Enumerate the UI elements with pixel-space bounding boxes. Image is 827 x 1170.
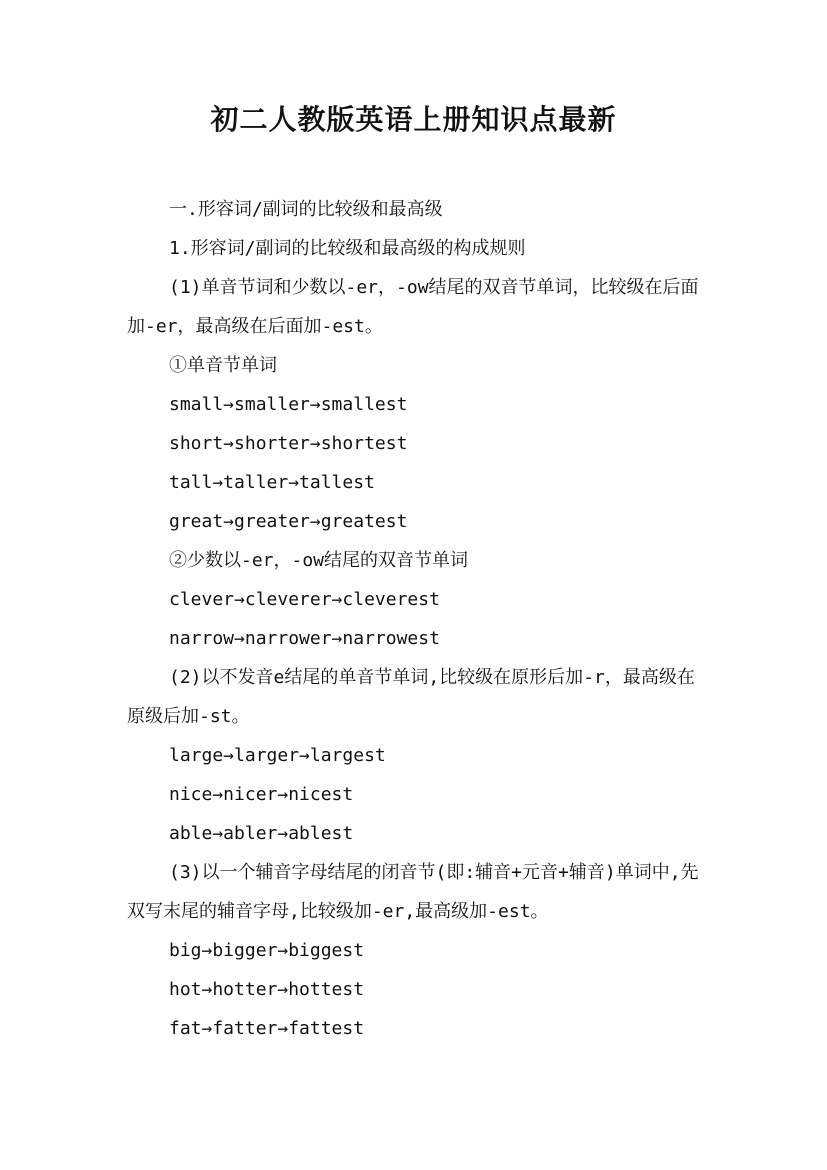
example-line: narrow→narrower→narrowest	[169, 628, 440, 649]
rule-paragraph-2: (2)以不发音e结尾的单音节单词,比较级在原形后加-r，最高级在原级后加-st。	[127, 667, 695, 727]
rule-subheading-2: ②少数以-er，-ow结尾的双音节单词	[169, 550, 469, 571]
document-body	[127, 190, 707, 1048]
example-line: hot→hotter→hottest	[169, 979, 365, 1000]
rule-subheading-1: ①单音节单词	[169, 355, 277, 376]
section-heading: 一.形容词/副词的比较级和最高级	[169, 199, 443, 220]
example-line: short→shorter→shortest	[169, 433, 408, 454]
example-line: fat→fatter→fattest	[169, 1018, 365, 1039]
rule-paragraph-1: (1)单音节词和少数以-er，-ow结尾的双音节单词，比较级在后面加-er，最高级在后面加-est。	[127, 277, 699, 337]
example-line: nice→nicer→nicest	[169, 784, 354, 805]
example-line: big→bigger→biggest	[169, 940, 365, 961]
example-line: small→smaller→smallest	[169, 394, 408, 415]
example-line: able→abler→ablest	[169, 823, 354, 844]
rule-paragraph-3: (3)以一个辅音字母结尾的闭音节(即:辅音+元音+辅音)单词中,先双写末尾的辅音字母,比较级加-er,最高级加-est。	[127, 862, 699, 922]
subsection-heading: 1.形容词/副词的比较级和最高级的构成规则	[169, 238, 526, 259]
example-line: tall→taller→tallest	[169, 472, 375, 493]
example-line: clever→cleverer→cleverest	[169, 589, 440, 610]
document-title: 初二人教版英语上册知识点最新	[210, 103, 617, 136]
example-line: great→greater→greatest	[169, 511, 408, 532]
example-line: large→larger→largest	[169, 745, 386, 766]
